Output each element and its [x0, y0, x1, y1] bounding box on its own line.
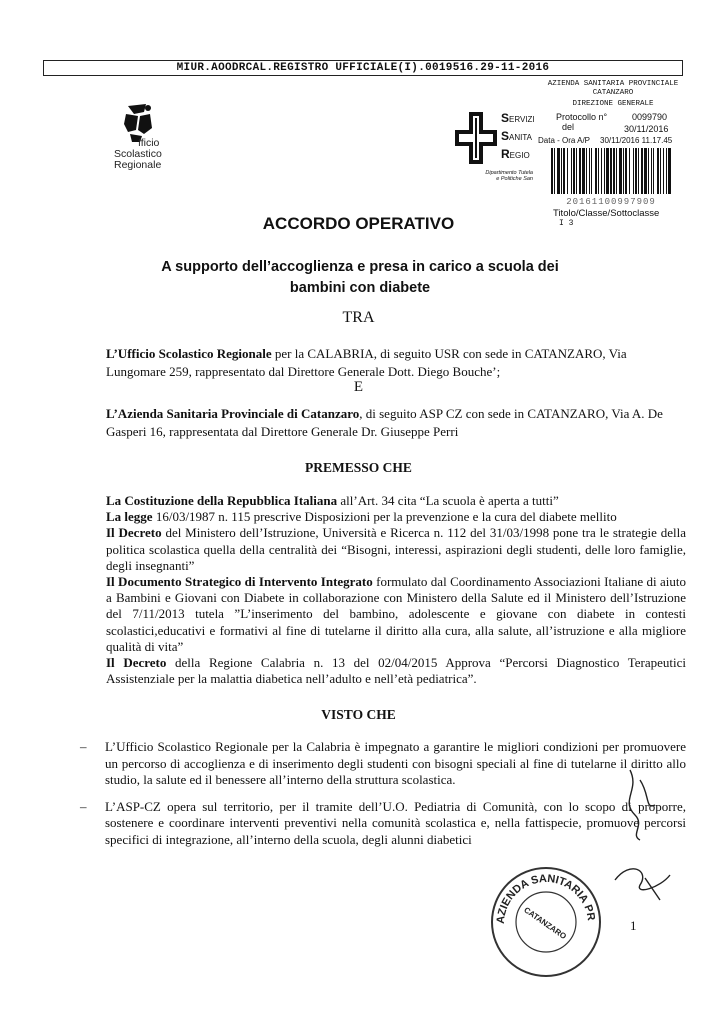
barcode-number: 20161100997909	[566, 197, 656, 207]
ssr-word-servizi: SERVIZI	[501, 111, 535, 125]
premesso-item: La Costituzione della Repubblica Italiana all’Art. 34 cita “La scuola è aperta a tutti”	[106, 493, 559, 508]
premesso-list	[106, 493, 686, 687]
seal-top-text: AZIENDA SANITARIA PR	[494, 872, 597, 925]
visto-list	[80, 739, 686, 859]
document-subtitle: A supporto dell’accoglienza e presa in carico a scuola dei bambini con diabete	[161, 259, 559, 296]
usr-logo-text: fficio Scolastico Regionale	[114, 137, 162, 171]
visto-item: – L’Ufficio Scolastico Regionale per la Calabria è impegnato a garantire le migliori condizioni per promuovere un percorso di accoglienza e di inserimento degli studenti con bisogni speciali al fine di tutelarne il diritto allo studio, la salute ed il benessere all’interno della struttura scolastica.	[80, 739, 686, 788]
handwritten-signature-icon	[600, 760, 690, 910]
ssr-word-sanita: SANITA	[501, 129, 532, 143]
premesso-item: Il Decreto del Ministero dell’Istruzione, Università e Ricerca n. 112 del 31/03/1998 pone tra le strategie della politica scolastica quella della centralità dei “Bisogni, interessi, aspirazioni degli studenti, delle loro famiglie, degli insegnanti”	[106, 525, 687, 573]
visto-heading: VISTO CHE	[321, 707, 396, 722]
conjunction: E	[353, 379, 364, 395]
registry-protocol-header: MIUR.AOODRCAL.REGISTRO UFFICIALE(I).0019516.29-11-2016	[43, 60, 683, 76]
premesso-heading: PREMESSO CHE	[305, 460, 412, 475]
ssr-logo	[455, 110, 535, 190]
ssr-subtitle: Dipartimento Tutela e Politiche San	[485, 170, 533, 182]
usr-logo	[110, 102, 200, 182]
ssr-word-regione: REGIO	[501, 147, 530, 161]
red-cross-icon	[455, 110, 499, 166]
seal-center-text: CATANZARO	[522, 905, 568, 942]
tra-heading: TRA	[342, 309, 375, 326]
barcode	[551, 148, 671, 194]
premesso-item: Il Decreto della Regione Calabria n. 13 del 02/04/2015 Approva “Percorsi Diagnostico Terapeutici Assistenziale per la malattia diabetica nell’adulto e nell’età pediatrica”.	[106, 655, 687, 687]
page-number: 1	[630, 918, 637, 933]
titolo-classe: Titolo/Classe/Sottoclasse I 3	[553, 208, 660, 228]
visto-item: – L’ASP-CZ opera sul territorio, per il tramite dell’U.O. Pediatria di Comunità, con lo scopo di proporre, sostenere e coordinare interventi preventivi nella comunità scolastica e, nella fattispecie, promuove percorsi specifici di integrazione, all’interno della scuola, degli alunni diabetici	[80, 798, 686, 847]
asp-round-seal	[486, 862, 606, 982]
party-usr: L’Ufficio Scolastico Regionale per la CALABRIA, di seguito USR con sede in CATANZARO, Via Lungomare 259, rappresentato dal Direttore Generale Dott. Diego Bouche’;	[106, 346, 627, 379]
document-title: ACCORDO OPERATIVO	[262, 214, 455, 233]
premesso-item: La legge 16/03/1987 n. 115 prescrive Disposizioni per la prevenzione e la cura del diabete mellito	[106, 509, 617, 525]
asp-protocol-stamp: AZIENDA SANITARIA PROVINCIALE CATANZARO DIREZIONE GENERALE	[547, 80, 679, 108]
party-asp: L’Azienda Sanitaria Provinciale di Catanzaro, di seguito ASP CZ con sede in CATANZARO, Via A. De Gasperi 16, rappresentata dal Direttore Generale Dr. Giuseppe Perri	[106, 406, 663, 439]
premesso-item: Il Documento Strategico di Intervento Integrato formulato dal Coordinamento Associazioni Italiane di aiuto a Bambini e Giovani con Diabete in collaborazione con Ministero della Salute ed il Ministero dell’Istruzione del 7/11/2013 tutela ”L’inserimento del bambino, adolescente e giovane con diabete in contesti scolastici,educativi e formativi al fine di tutelarne il diritto alla cura, alla salute, all’istruzione e alla migliore qualità di vita”	[106, 574, 686, 654]
